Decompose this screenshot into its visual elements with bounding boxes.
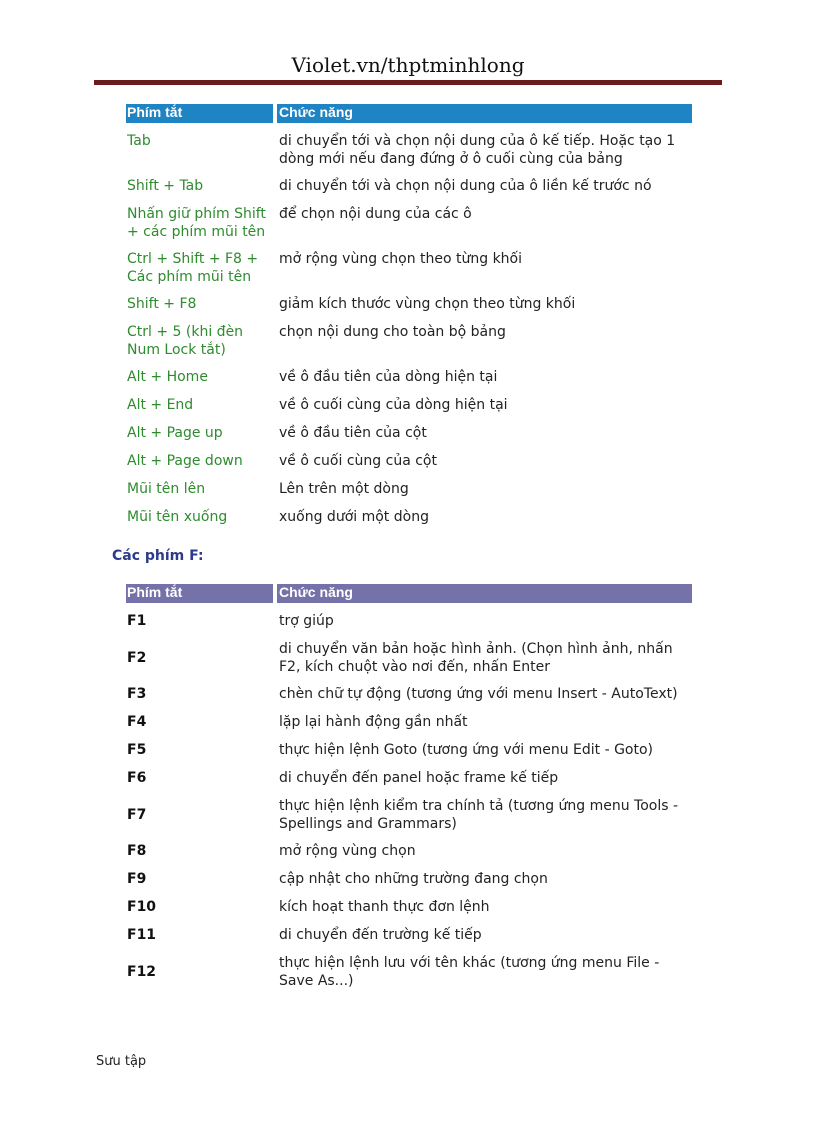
table2-header bbox=[126, 584, 690, 603]
shortcut-description: về ô đầu tiên của dòng hiện tại bbox=[279, 369, 498, 385]
shortcut-description: di chuyển tới và chọn nội dung của ô liền kế trước nó bbox=[279, 178, 652, 194]
shortcut-description: mở rộng vùng chọn bbox=[279, 843, 416, 859]
shortcut-description: di chuyển tới và chọn nội dung của ô kế tiếp. Hoặc tạo 1 dòng mới nếu đang đứng ở ô cuối cùng của bảng bbox=[279, 133, 676, 167]
shortcut-key: F9 bbox=[127, 871, 147, 887]
shortcut-description: về ô cuối cùng của cột bbox=[279, 453, 437, 469]
table1-header bbox=[126, 104, 690, 123]
shortcut-description: mở rộng vùng chọn theo từng khối bbox=[279, 251, 523, 267]
shortcut-description: kích hoạt thanh thực đơn lệnh bbox=[279, 899, 490, 915]
table2-header-key: Phím tắt bbox=[126, 584, 273, 603]
shortcut-key: F6 bbox=[127, 770, 147, 786]
section-title-f-keys: Các phím F: bbox=[112, 548, 204, 564]
shortcut-key: F8 bbox=[127, 843, 147, 859]
shortcut-description: để chọn nội dung của các ô bbox=[279, 206, 472, 222]
shortcut-key: Ctrl + 5 (khi đèn Num Lock tắt) bbox=[127, 324, 244, 358]
table1-header-key: Phím tắt bbox=[126, 104, 273, 123]
shortcut-description: Lên trên một dòng bbox=[279, 481, 409, 497]
shortcut-description: thực hiện lệnh kiểm tra chính tả (tương ứng menu Tools - Spellings and Grammars) bbox=[279, 798, 679, 832]
shortcut-key: F4 bbox=[127, 714, 147, 730]
shortcut-key: F1 bbox=[127, 613, 147, 629]
shortcut-description: cập nhật cho những trường đang chọn bbox=[279, 871, 548, 887]
table2-header-function: Chức năng bbox=[277, 584, 692, 603]
shortcut-description: xuống dưới một dòng bbox=[279, 509, 429, 525]
shortcut-key: Shift + Tab bbox=[127, 178, 204, 194]
shortcut-key: Shift + F8 bbox=[127, 296, 197, 312]
shortcut-description: trợ giúp bbox=[279, 613, 334, 629]
shortcut-description: về ô cuối cùng của dòng hiện tại bbox=[279, 397, 508, 413]
shortcut-key: F5 bbox=[127, 742, 147, 758]
shortcut-key: Alt + End bbox=[127, 397, 194, 413]
page-footer: Sưu tập bbox=[96, 1054, 147, 1069]
shortcut-key: F12 bbox=[127, 964, 157, 980]
table1-header-function: Chức năng bbox=[277, 104, 692, 123]
shortcut-key: Tab bbox=[127, 133, 151, 149]
shortcut-key: F2 bbox=[127, 650, 147, 666]
shortcut-description: thực hiện lệnh lưu với tên khác (tương ứng menu File - Save As...) bbox=[279, 955, 660, 989]
header-rule bbox=[94, 80, 722, 85]
shortcut-key: F10 bbox=[127, 899, 157, 915]
shortcut-key: Nhấn giữ phím Shift + các phím mũi tên bbox=[127, 206, 266, 240]
shortcut-key: F3 bbox=[127, 686, 147, 702]
shortcut-description: lặp lại hành động gần nhất bbox=[279, 714, 468, 730]
shortcut-key: Ctrl + Shift + F8 + Các phím mũi tên bbox=[127, 251, 259, 285]
shortcut-key: Mũi tên lên bbox=[127, 481, 206, 497]
shortcut-key: Alt + Page down bbox=[127, 453, 243, 469]
shortcut-key: Alt + Home bbox=[127, 369, 208, 385]
shortcut-description: di chuyển văn bản hoặc hình ảnh. (Chọn hình ảnh, nhấn F2, kích chuột vào nơi đến, nhấn Enter bbox=[279, 641, 673, 675]
shortcut-description: di chuyển đến trường kế tiếp bbox=[279, 927, 482, 943]
shortcut-description: chọn nội dung cho toàn bộ bảng bbox=[279, 324, 506, 340]
shortcut-description: về ô đầu tiên của cột bbox=[279, 425, 427, 441]
shortcut-description: di chuyển đến panel hoặc frame kế tiếp bbox=[279, 770, 559, 786]
shortcut-key: F11 bbox=[127, 927, 157, 943]
shortcut-key: Mũi tên xuống bbox=[127, 509, 228, 525]
shortcut-description: chèn chữ tự động (tương ứng với menu Insert - AutoText) bbox=[279, 686, 678, 702]
page-header-title: Violet.vn/thptminhlong bbox=[291, 53, 525, 77]
shortcut-description: giảm kích thước vùng chọn theo từng khối bbox=[279, 296, 576, 312]
shortcut-key: Alt + Page up bbox=[127, 425, 223, 441]
shortcut-description: thực hiện lệnh Goto (tương ứng với menu Edit - Goto) bbox=[279, 742, 654, 758]
shortcut-key: F7 bbox=[127, 807, 147, 823]
